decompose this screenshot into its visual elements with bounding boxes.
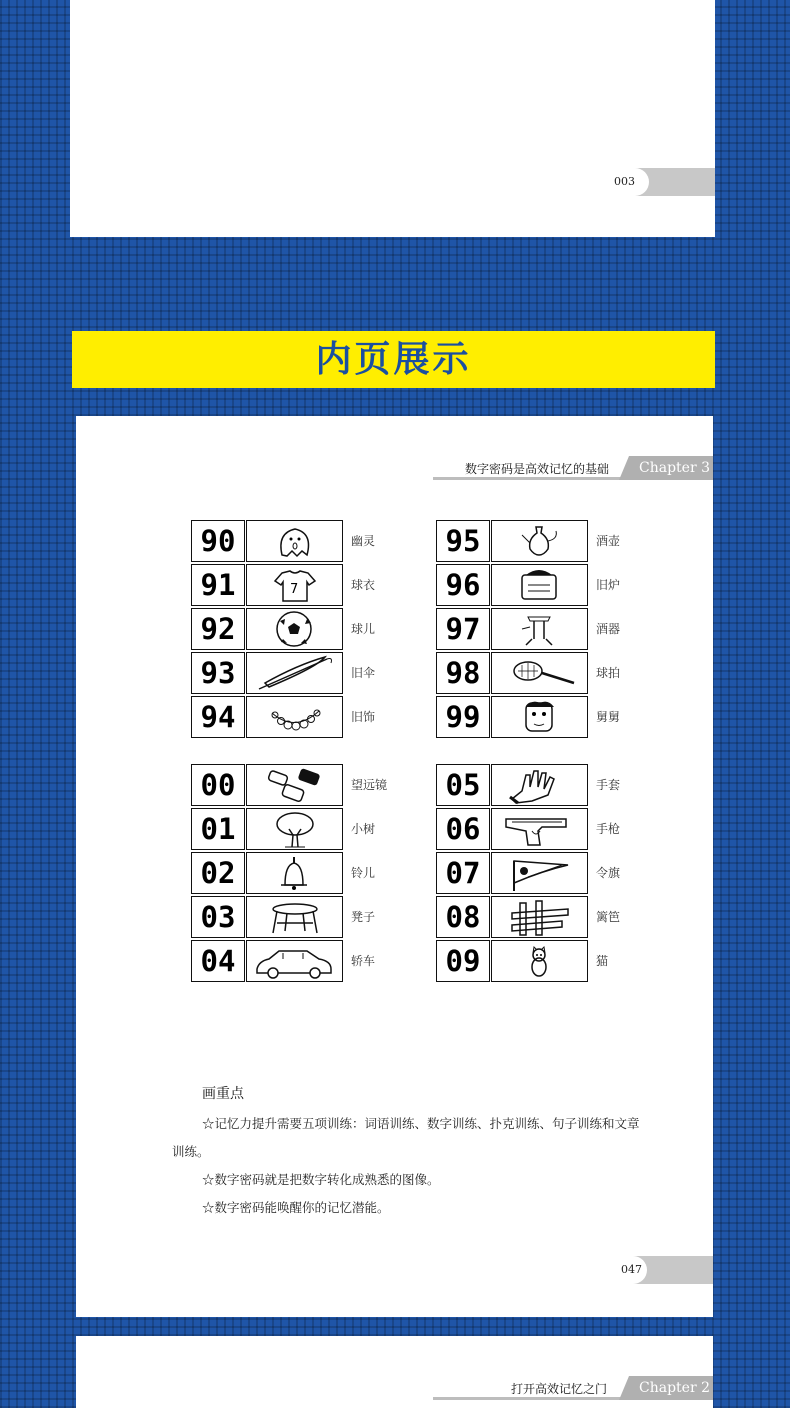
number-row-04 bbox=[191, 940, 376, 982]
number-label: 凳子 bbox=[351, 910, 376, 924]
top-page bbox=[70, 0, 715, 237]
fence-icon bbox=[491, 896, 588, 938]
number-label: 篱笆 bbox=[596, 910, 621, 924]
number-code: 04 bbox=[191, 940, 245, 982]
pistol-icon bbox=[491, 808, 588, 850]
number-row-07 bbox=[436, 852, 621, 894]
key-point-1: ☆记忆力提升需要五项训练：词语训练、数字训练、扑克训练、句子训练和文章训练。 bbox=[172, 1116, 640, 1159]
number-label: 小树 bbox=[351, 822, 376, 836]
number-label: 旧饰 bbox=[351, 710, 376, 724]
next-page bbox=[76, 1336, 713, 1408]
page-number-tab bbox=[633, 1256, 713, 1284]
racket-icon bbox=[491, 652, 588, 694]
number-label: 酒器 bbox=[596, 622, 621, 636]
number-label: 旧炉 bbox=[596, 578, 621, 592]
chapter-tab: Chapter 2 bbox=[629, 1376, 713, 1400]
wine-vessel-icon bbox=[491, 608, 588, 650]
number-label: 铃儿 bbox=[351, 866, 376, 880]
page-number: 047 bbox=[621, 1263, 642, 1276]
number-label: 球拍 bbox=[596, 666, 621, 680]
number-row-90 bbox=[191, 520, 376, 562]
number-row-02 bbox=[191, 852, 376, 894]
number-label: 球衣 bbox=[351, 578, 376, 592]
tree-icon bbox=[246, 808, 343, 850]
svg-text:7: 7 bbox=[290, 582, 299, 597]
number-code: 08 bbox=[436, 896, 490, 938]
number-label: 酒壶 bbox=[596, 534, 621, 548]
number-code: 02 bbox=[191, 852, 245, 894]
number-label: 轿车 bbox=[351, 954, 376, 968]
number-row-93 bbox=[191, 652, 376, 694]
stove-icon bbox=[491, 564, 588, 606]
number-code: 95 bbox=[436, 520, 490, 562]
number-code: 07 bbox=[436, 852, 490, 894]
number-row-99 bbox=[436, 696, 621, 738]
cat-icon bbox=[491, 940, 588, 982]
page-number-tab bbox=[635, 168, 715, 196]
number-label: 手套 bbox=[596, 778, 621, 792]
number-label: 幽灵 bbox=[351, 534, 376, 548]
chapter-tab: Chapter 3 bbox=[629, 456, 713, 480]
number-code: 93 bbox=[191, 652, 245, 694]
chapter-title: 数字密码是高效记忆的基础 bbox=[465, 462, 610, 476]
number-code: 98 bbox=[436, 652, 490, 694]
number-label: 旧伞 bbox=[351, 666, 376, 680]
key-points bbox=[172, 1080, 642, 1222]
number-code: 00 bbox=[191, 764, 245, 806]
number-label: 望远镜 bbox=[351, 778, 388, 792]
number-row-08 bbox=[436, 896, 621, 938]
number-label: 手枪 bbox=[596, 822, 621, 836]
number-row-01 bbox=[191, 808, 376, 850]
glove-icon bbox=[491, 764, 588, 806]
soccer-ball-icon bbox=[246, 608, 343, 650]
chapter-header bbox=[433, 456, 713, 480]
number-row-06 bbox=[436, 808, 621, 850]
number-code: 91 bbox=[191, 564, 245, 606]
wine-pot-icon bbox=[491, 520, 588, 562]
number-label: 猫 bbox=[596, 954, 609, 968]
flag-icon bbox=[491, 852, 588, 894]
number-row-05 bbox=[436, 764, 621, 806]
number-row-92 bbox=[191, 608, 376, 650]
number-label: 球儿 bbox=[351, 622, 376, 636]
number-code: 92 bbox=[191, 608, 245, 650]
number-row-03 bbox=[191, 896, 376, 938]
number-code: 96 bbox=[436, 564, 490, 606]
number-row-09 bbox=[436, 940, 609, 982]
number-row-98 bbox=[436, 652, 621, 694]
number-code: 05 bbox=[436, 764, 490, 806]
number-label: 令旗 bbox=[596, 866, 621, 880]
jersey-icon bbox=[246, 564, 343, 606]
number-row-95 bbox=[436, 520, 621, 562]
car-icon bbox=[246, 940, 343, 982]
uncle-icon bbox=[491, 696, 588, 738]
number-row-96 bbox=[436, 564, 621, 606]
number-code: 90 bbox=[191, 520, 245, 562]
number-code: 03 bbox=[191, 896, 245, 938]
ghost-icon bbox=[246, 520, 343, 562]
key-points-heading: 画重点 bbox=[202, 1086, 244, 1102]
stool-icon bbox=[246, 896, 343, 938]
binoculars-icon bbox=[246, 764, 343, 806]
number-row-91 bbox=[191, 564, 376, 606]
number-row-00 bbox=[191, 764, 388, 806]
number-code: 94 bbox=[191, 696, 245, 738]
necklace-icon bbox=[246, 696, 343, 738]
number-row-94 bbox=[191, 696, 376, 738]
number-code: 06 bbox=[436, 808, 490, 850]
section-banner: 内页展示 bbox=[72, 331, 715, 388]
book-page bbox=[76, 416, 713, 1317]
number-code: 97 bbox=[436, 608, 490, 650]
page-number: 003 bbox=[614, 175, 635, 188]
number-code: 01 bbox=[191, 808, 245, 850]
bell-icon bbox=[246, 852, 343, 894]
chapter-header bbox=[433, 1376, 713, 1400]
umbrella-icon bbox=[246, 652, 343, 694]
number-row-97 bbox=[436, 608, 621, 650]
number-code: 99 bbox=[436, 696, 490, 738]
chapter-title: 打开高效记忆之门 bbox=[511, 1382, 608, 1396]
number-label: 舅舅 bbox=[596, 710, 621, 724]
number-code: 09 bbox=[436, 940, 490, 982]
key-point-2: ☆数字密码就是把数字转化成熟悉的图像。 bbox=[202, 1172, 440, 1187]
key-point-3: ☆数字密码能唤醒你的记忆潜能。 bbox=[202, 1200, 390, 1215]
